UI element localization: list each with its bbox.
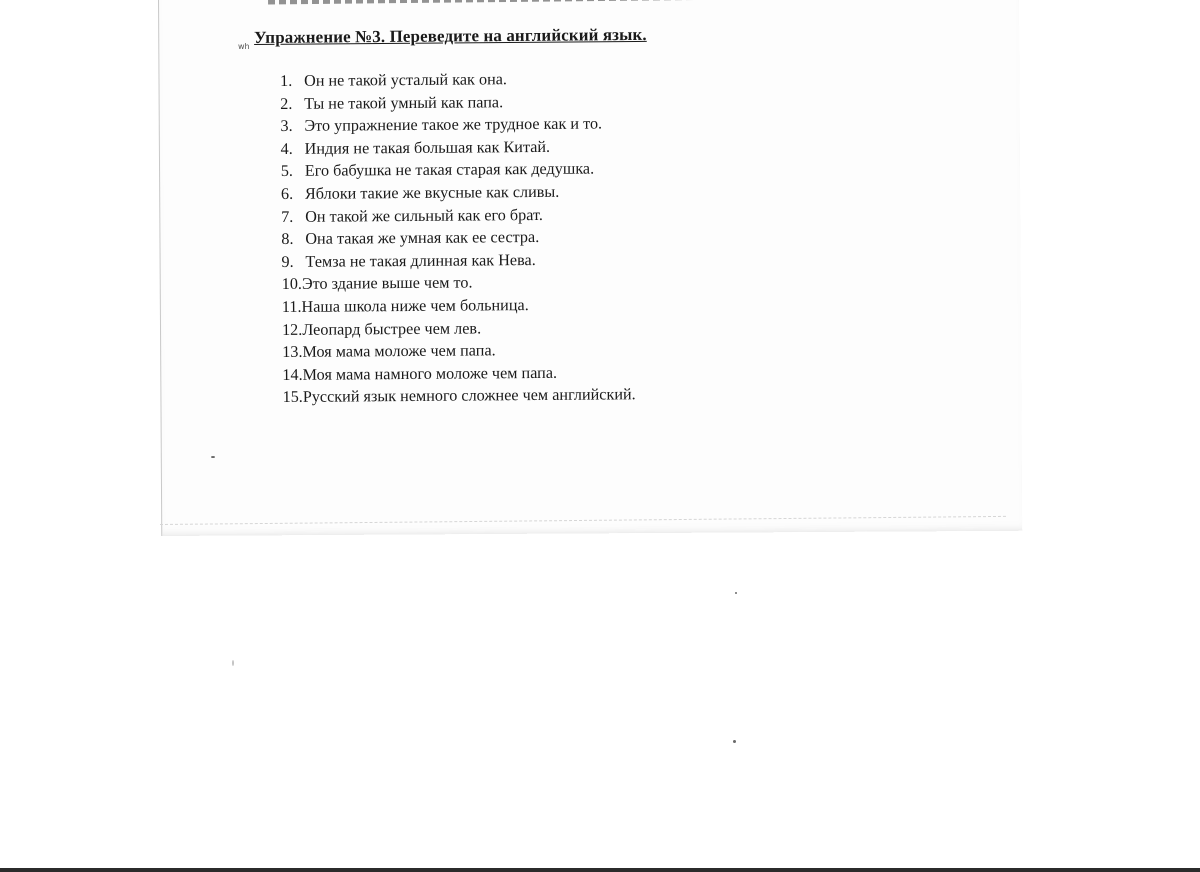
item-number: 12. (281, 320, 303, 339)
item-number: 3. (280, 117, 293, 136)
item-number: 14. (282, 365, 303, 384)
item-text: Это упражнение такое же трудное как и то. (304, 114, 603, 135)
list-item (282, 361, 635, 386)
scan-speck (735, 592, 737, 594)
list-item (282, 384, 635, 409)
item-number: 11. (281, 297, 302, 316)
corner-mark: wh (238, 42, 250, 51)
list-item (282, 293, 635, 318)
item-number: 4. (280, 139, 293, 158)
list-item (280, 67, 633, 92)
item-number: 15. (282, 388, 303, 407)
list-item (281, 225, 634, 250)
scan-bottom-edge (0, 868, 1200, 872)
item-text: Яблоки такие же вкусные как сливы. (304, 182, 560, 203)
item-text: Индия не такая большая как Китай. (304, 137, 551, 158)
list-item (280, 90, 633, 115)
item-text: Моя мама моложе чем папа. (302, 341, 496, 361)
item-number: 10. (281, 275, 302, 294)
item-text: Его бабушка не такая старая как дедушка. (304, 159, 595, 181)
exercise-title: Упражнение №3. Переведите на английский язык. (254, 24, 647, 47)
item-number: 6. (280, 184, 294, 203)
list-item (281, 180, 634, 205)
item-text: Она такая же умная как ее сестра. (305, 228, 540, 248)
scan-speck (232, 660, 234, 666)
list-item (281, 248, 634, 273)
item-text: Он такой же сильный как его брат. (305, 205, 543, 226)
item-number: 9. (281, 252, 294, 271)
list-item (282, 316, 635, 341)
item-number: 1. (280, 71, 293, 90)
list-item (282, 338, 635, 363)
list-item (281, 135, 634, 160)
item-text: Темза не такая длинная как Нева. (305, 250, 536, 271)
item-number: 7. (281, 207, 294, 226)
item-number: 8. (281, 230, 294, 249)
item-text: Русский язык немного сложнее чем английский. (302, 385, 636, 407)
sentence-list (280, 67, 636, 409)
scan-speck (733, 740, 736, 743)
item-number: 2. (280, 94, 293, 113)
list-item (281, 158, 634, 183)
item-text: Моя мама намного моложе чем папа. (302, 363, 558, 384)
list-item (280, 112, 633, 137)
list-item (282, 271, 635, 296)
item-text: Ты не такой умный как папа. (304, 92, 504, 113)
scan-speck (211, 456, 215, 458)
item-text: Он не такой усталый как она. (304, 70, 507, 90)
item-number: 13. (282, 342, 303, 362)
list-item (281, 203, 634, 228)
item-text: Леопард быстрее чем лев. (302, 318, 482, 339)
item-number: 5. (280, 162, 294, 181)
item-text: Наша школа ниже чем больница. (301, 295, 529, 316)
item-text: Это здание выше чем то. (301, 273, 473, 294)
